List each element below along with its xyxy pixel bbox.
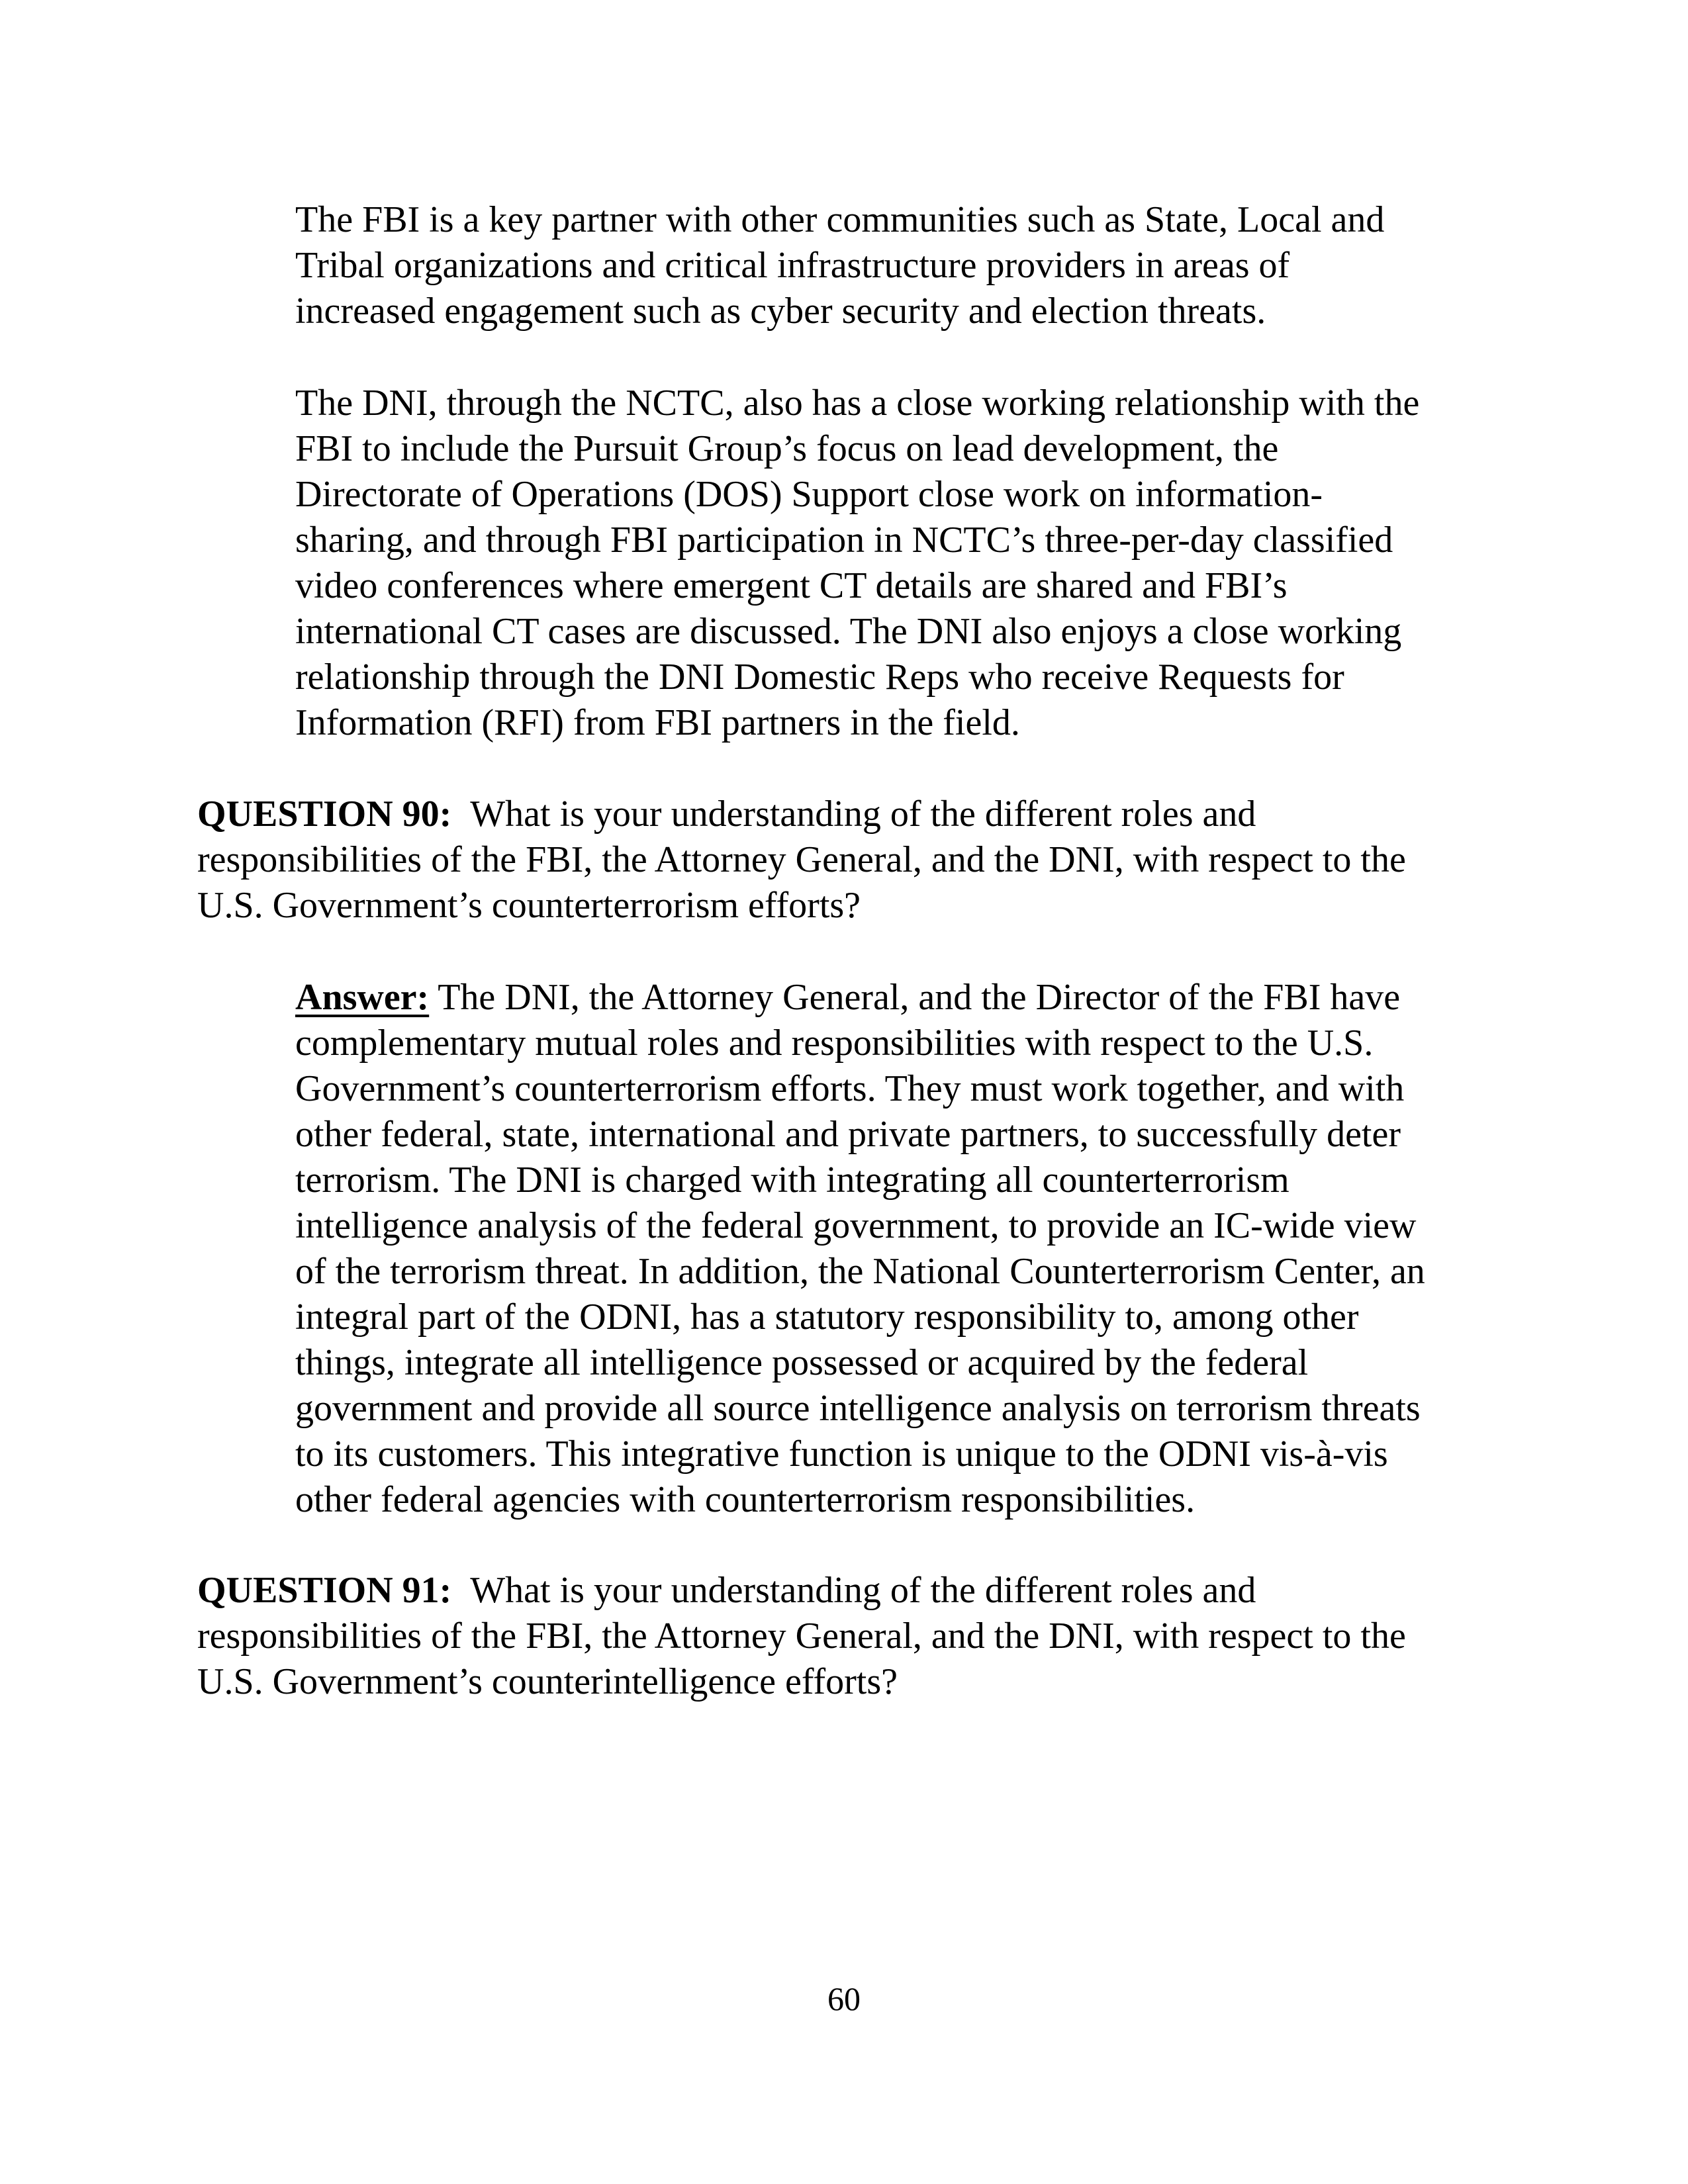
- text-line: responsibilities of the FBI, the Attorney General, and the DNI, with respect to the: [197, 1615, 1406, 1657]
- text-line: FBI to include the Pursuit Group’s focus on lead development, the: [295, 428, 1279, 469]
- text-line: to its customers. This integrative function is unique to the ODNI vis-à-vis: [295, 1433, 1388, 1475]
- paragraph-fbi-partner: [295, 197, 1480, 334]
- text-line: other federal, state, international and private partners, to successfully deter: [295, 1114, 1401, 1155]
- text-line: international CT cases are discussed. The DNI also enjoys a close working: [295, 611, 1402, 652]
- page-number: 60: [827, 1980, 861, 2017]
- question-label: QUESTION 90:: [197, 794, 452, 835]
- text-line: government and provide all source intelligence analysis on terrorism threats: [295, 1388, 1421, 1429]
- text-line: responsibilities of the FBI, the Attorney General, and the DNI, with respect to the: [197, 839, 1406, 880]
- question-90: [197, 792, 1481, 929]
- answer-line: [295, 975, 1480, 1021]
- text-line: video conferences where emergent CT details are shared and FBI’s: [295, 565, 1288, 606]
- text-line: intelligence analysis of the federal government, to provide an IC-wide view: [295, 1205, 1417, 1246]
- answer-90: [295, 975, 1480, 1523]
- text-line: integral part of the ODNI, has a statutory responsibility to, among other: [295, 1297, 1359, 1338]
- text-line: things, integrate all intelligence possessed or acquired by the federal: [295, 1342, 1309, 1383]
- text-line: Information (RFI) from FBI partners in the field.: [295, 702, 1020, 743]
- text-line: Tribal organizations and critical infrastructure providers in areas of: [295, 245, 1290, 286]
- text-line: sharing, and through FBI participation in NCTC’s three-per-day classified: [295, 520, 1393, 561]
- text-line: Directorate of Operations (DOS) Support close work on information-: [295, 474, 1323, 515]
- question-text: What is your understanding of the different roles and: [470, 794, 1256, 835]
- question-line: [197, 792, 1481, 837]
- text-line: terrorism. The DNI is charged with integrating all counterterrorism: [295, 1160, 1289, 1201]
- question-line: [197, 1568, 1481, 1614]
- answer-text: The DNI, the Attorney General, and the Director of the FBI have: [438, 977, 1401, 1018]
- question-91: [197, 1568, 1481, 1705]
- text-line: Government’s counterterrorism efforts. They must work together, and with: [295, 1068, 1405, 1109]
- answer-label: Answer:: [295, 977, 430, 1018]
- text-line: The FBI is a key partner with other communities such as State, Local and: [295, 199, 1385, 240]
- text-line: U.S. Government’s counterintelligence efforts?: [197, 1661, 898, 1702]
- text-line: The DNI, through the NCTC, also has a close working relationship with the: [295, 383, 1420, 424]
- question-text: What is your understanding of the different roles and: [470, 1570, 1256, 1611]
- text-line: U.S. Government’s counterterrorism efforts?: [197, 885, 861, 926]
- text-line: increased engagement such as cyber security and election threats.: [295, 291, 1266, 332]
- text-line: complementary mutual roles and responsibilities with respect to the U.S.: [295, 1023, 1374, 1064]
- paragraph-dni-nctc: [295, 381, 1480, 746]
- question-label: QUESTION 91:: [197, 1570, 452, 1611]
- text-line: of the terrorism threat. In addition, the National Counterterrorism Center, an: [295, 1251, 1425, 1292]
- text-line: relationship through the DNI Domestic Reps who receive Requests for: [295, 657, 1344, 698]
- text-line: other federal agencies with counterterrorism responsibilities.: [295, 1479, 1196, 1520]
